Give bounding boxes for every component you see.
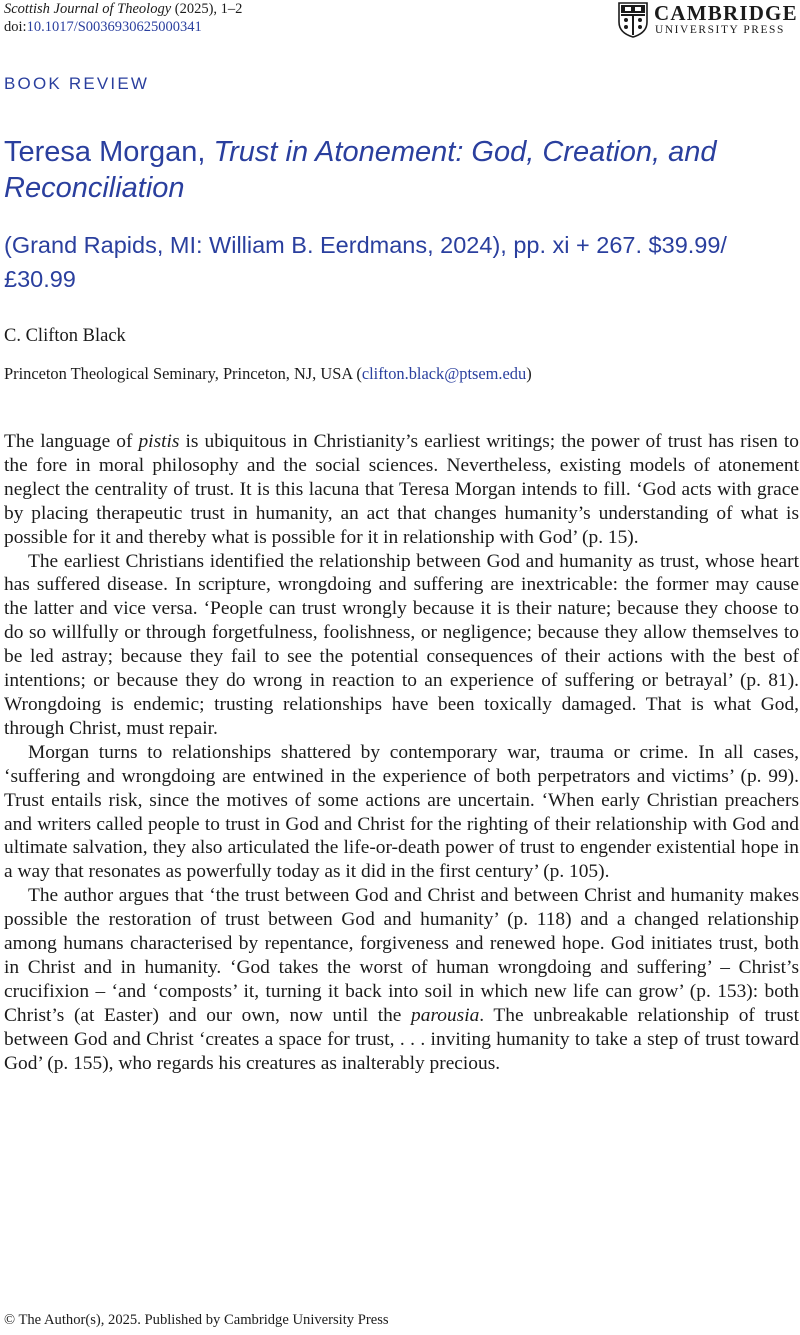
paragraph-1-end: is ubiquitous in Christianity’s earliest writings; the power of trust has risen to the fore in moral philosophy and the social sciences. Nevertheless, existing models of atonement neglect the centrality of trust. It is this lacuna that Teresa Morgan intends to fill. ‘God acts with grace by placing therapeutic trust in humanity, an act that changes humanity’s understanding of what is possible for it and thereby what is possible for it in relationship with God’ (p. 15). xyxy=(4,431,799,548)
publisher-name: CAMBRIDGE xyxy=(654,1,798,25)
paragraph-1-term: pistis xyxy=(138,431,180,452)
reviewer-email-link[interactable]: clifton.black@ptsem.edu xyxy=(361,364,527,383)
paragraph-4-term: parousia xyxy=(411,1004,480,1026)
journal-name: Scottish Journal of Theology xyxy=(4,1,172,17)
reviewer-name: C. Clifton Black xyxy=(4,326,126,346)
paragraph-4-end: . The unbreakable relationship of trust between God and Christ ‘creates a space for trust, . . . inviting humanity to take a step of trust toward God’ (p. 155), who regards his creatures as inalterably precious. xyxy=(4,1004,799,1074)
journal-citation xyxy=(4,0,242,18)
publisher-subtitle: UNIVERSITY PRESS xyxy=(655,24,785,36)
paragraph-4 xyxy=(4,884,799,1075)
paragraph-4-start: The author argues that ‘the trust between God and Christ and between Christ and humanity makes possible the restoration of trust between God and humanity’ (p. 118) and a changed relationship among humans characterised by repentance, forgiveness and renewed hope. God initiates trust, both in Christ and in humanity. ‘God takes the worst of human wrongdoing and suffering’ – Christ’s crucifixion – ‘and ‘composts’ it, turning it back into soil in which new life can grow’ (p. 153): both Christ’s (at Easter) and our own, now until the xyxy=(4,885,799,1026)
doi-link[interactable]: 10.1017/S0036930625000341 xyxy=(26,19,202,35)
journal-pages: (2025), 1–2 xyxy=(171,1,243,17)
title-author: Teresa Morgan, xyxy=(4,136,214,168)
cambridge-shield-icon xyxy=(618,2,648,38)
book-title: Trust in Atonement: God, Creation, and Reconciliation xyxy=(4,136,717,204)
copyright-footer: © The Author(s), 2025. Published by Cambridge University Press xyxy=(4,1312,389,1328)
page-header xyxy=(0,0,800,60)
doi-line xyxy=(4,18,202,36)
review-body xyxy=(4,430,799,1075)
affiliation-close: ) xyxy=(526,364,532,383)
doi-prefix: doi: xyxy=(4,19,27,35)
publication-info: (Grand Rapids, MI: William B. Eerdmans, 2024), pp. xi + 267. $39.99/£30.99 xyxy=(4,232,727,292)
paragraph-1 xyxy=(4,430,799,550)
paragraph-3: Morgan turns to relationships shattered by contemporary war, trauma or crime. In all cases, ‘suffering and wrongdoing are entwined in the experience of both perpetrators and victims’ (p. 99). Trust entails risk, since the motives of some actions are uncertain. ‘When early Christian preachers and writers called people to trust in God and Christ for the righting of their relationship with God and ultimate salvation, they also articulated the life-or-death power of trust to engender existential hope in a way that resonates as powerfully today as it did in the first century’ (p. 105). xyxy=(4,741,799,883)
review-title xyxy=(4,134,794,206)
section-label: BOOK REVIEW xyxy=(4,74,150,93)
publisher-logo xyxy=(618,2,798,40)
reviewer-affiliation xyxy=(4,364,532,384)
affiliation-text: Princeton Theological Seminary, Princeton, NJ, USA ( xyxy=(4,364,362,383)
paragraph-1-start: The language of xyxy=(4,431,139,452)
paragraph-2: The earliest Christians identified the relationship between God and humanity as trust, whose heart has suffered disease. In scripture, wrongdoing and suffering are inextricable: the former may cause the latter and vice versa. ‘People can trust wrongly because it is their nature; because they choose to do so willfully or through forgetfulness, foolishness, or negligence; because they allow themselves to be led astray; because they fail to see the potential consequences of their actions with the best of intentions; or because they do wrong in reaction to an experience of suffering or betrayal’ (p. 81). Wrongdoing is endemic; trusting relationships have been toxically damaged. That is what God, through Christ, must repair. xyxy=(4,550,799,739)
